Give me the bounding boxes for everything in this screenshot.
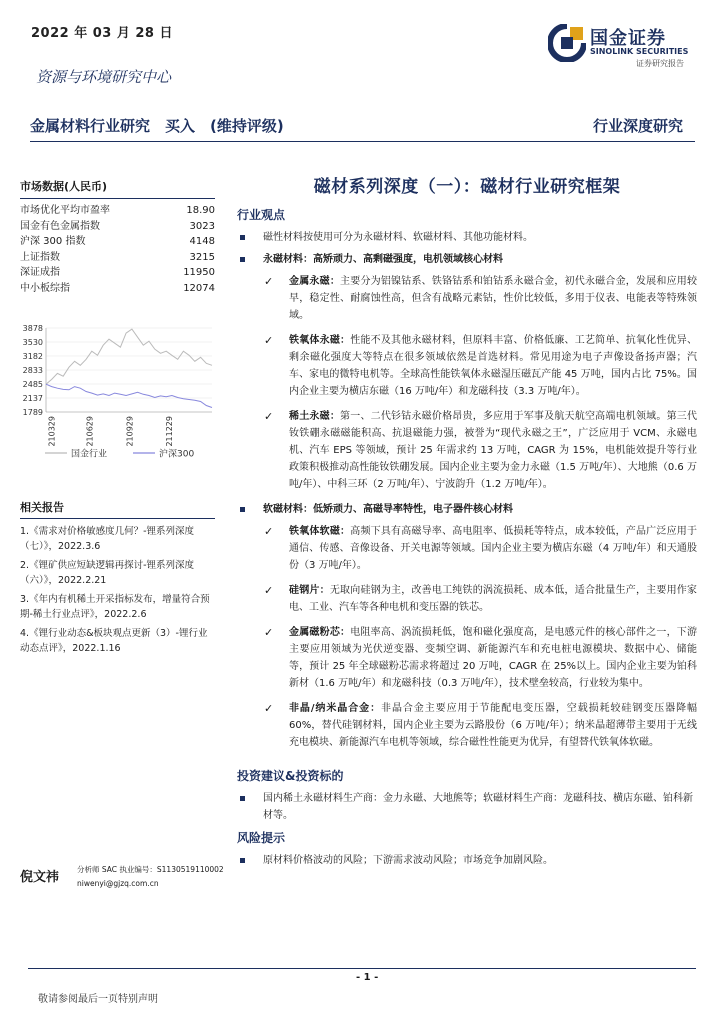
square-bullet-icon [240,858,245,863]
y-tick-label: 1789 [22,408,43,417]
section-heading: 投资建议&投资标的 [237,769,344,783]
legend-label: 沪深300 [159,449,195,459]
market-row [20,219,215,235]
checkmark-icon: ✓ [264,626,274,639]
x-tick-label: 210329 [47,416,57,447]
analyst-details [77,863,224,891]
bullet-heading: 软磁材料：低矫顽力、高磁导率特性，电子器件核心材料 [263,504,513,515]
square-bullet-icon [240,257,245,262]
market-row [20,265,215,281]
footer-divider [28,968,696,969]
bullet-point [237,251,697,268]
series-line [46,329,212,384]
check-label: 硅钢片： [289,585,330,596]
x-tick-label: 210929 [125,416,135,447]
page-number: - 1 - [356,972,379,983]
market-label: 国金有色金属指数 [20,220,100,232]
related-reports [20,499,215,660]
report-type-tag: 证券研究报告 [636,59,684,68]
related-report-link[interactable]: 1.《需求对价格敏感度几何？-锂系列深度（七）》，2022.3.6 [20,526,194,552]
market-label: 上证指数 [20,251,60,263]
y-tick-label: 3530 [22,337,43,347]
check-text: 无取向硅钢为主，改善电工纯铁的涡流损耗、成本低，适合批量生产，主要用作家电、工业、汽车等各种电机和变压器的铁芯。 [289,585,698,613]
check-label: 铁氧体永磁： [289,335,351,346]
check-text: 电阻率高、涡流损耗低，饱和磁化强度高，是电感元件的核心部件之一，下游主要应用领域为光伏逆变器、变频空调、新能源汽车和充电桩电源模块、数据中心、储能等，预计 25 年全球磁粉芯需求将超过 20 万吨，CAGR 在 25%以上。国内企业主要为铂科新材（1.6 万吨/年）和龙磁科技（0.3 万吨/年），技术壁垒较高，行业较为集中。 [289,627,698,689]
market-value: 18.90 [186,205,215,216]
x-tick-label: 211229 [165,416,175,447]
checkmark-icon: ✓ [264,525,274,538]
check-text: 主要分为铝镍钴系、铁铬钴系和铂钴系永磁合金，初代永磁合金，发展和应用较早，稳定性、耐腐蚀性高，但含有战略元素钴，性价比较低，多用于仪表、电能表等特殊领域。 [289,276,698,321]
related-report-link[interactable]: 4.《锂行业动态&板块观点更新（3）-锂行业动态点评》，2022.1.16 [20,628,208,654]
market-value: 3023 [189,220,215,232]
y-tick-label: 3878 [22,324,43,333]
market-data-title: 市场数据(人民币) [20,178,215,199]
logo-mark-icon [548,24,586,62]
related-reports-title: 相关报告 [20,499,215,519]
research-center-name: 资源与环境研究中心 [36,68,172,86]
y-tick-label: 3182 [22,351,43,361]
check-text: 第一、二代钐钴永磁价格昂贵，多应用于军事及航天航空高端电机领域。第三代钕铁硼永磁磁能积高、抗退磁能力强，被誉为“现代永磁之王”，广泛应用于 VCM、永磁电机、汽车 EPS 等领域，预计 25 年需求约 13 万吨，CAGR 为 15%，电机能效提升等行业政策积极推动高性能钕铁硼发展。国内企业主要为金力永磁（1.5 万吨/年）、大地熊（0.6 万吨/年）、中科三环（2 万吨/年）、宁波韵升（1.2 万吨/年）。 [289,411,698,490]
report-category: 行业深度研究 [592,117,683,135]
check-item [237,332,697,400]
market-value: 3215 [189,251,215,263]
checkmark-icon: ✓ [264,334,274,347]
bullet-heading: 永磁材料：高矫顽力、高剩磁强度，电机领域核心材料 [263,254,503,265]
square-bullet-icon [240,507,245,512]
logo-text-en: SINOLINK SECURITIES [590,47,689,56]
bullet-text: 磁性材料按使用可分为永磁材料、软磁材料、其他功能材料。 [263,232,533,243]
checkmark-icon: ✓ [264,410,274,423]
square-bullet-icon [240,235,245,240]
market-label: 中小板综指 [20,282,70,294]
chart-legend [45,447,215,459]
check-label: 金属磁粉芯： [289,627,351,638]
analyst-name: 倪文祎 [20,870,60,885]
check-text: 性能不及其他永磁材料，但原料丰富、价格低廉、工艺简单、抗氧化性优异、剩余磁化强度大等特点在很多领域依然是首选材料。常见用途为电子声像设备扬声器；汽车、家电的微特电机等。全球高性能铁氧体永磁湿压磁瓦产能 45 万吨，国内占比 75%。国内企业主要为横店东磁（16 万吨/年）和龙磁科技（3.3 万吨/年）。 [289,335,698,397]
analyst-email[interactable]: niwenyi@gjzq.com.cn [77,879,159,888]
x-tick-label: 210629 [85,416,95,447]
related-report-link[interactable]: 3.《年内有机稀土开采指标发布，增量符合预期-稀土行业点评》，2022.2.6 [20,594,210,620]
market-label: 市场优化平均市盈率 [20,205,110,216]
analyst-cert: 分析师 SAC 执业编号：S1130519110002 [77,865,224,874]
check-item [237,523,697,574]
legend-label: 国金行业 [71,449,108,459]
market-value: 4148 [189,236,215,247]
check-item [237,273,697,324]
check-item [237,582,697,616]
check-item [237,408,697,493]
industry-rating: 金属材料行业研究 买入 (维持评级) [30,117,284,135]
bullet-point [237,229,697,246]
check-label: 铁氧体软磁： [289,526,351,537]
market-value: 12074 [183,282,215,294]
y-tick-label: 2137 [22,394,43,404]
market-data-panel [20,178,215,296]
section-heading: 风险提示 [237,831,286,845]
market-row [20,250,215,266]
checkmark-icon: ✓ [264,275,274,288]
market-row [20,234,215,250]
title-bar [30,112,695,142]
market-row [20,203,215,219]
check-item [237,624,697,692]
bullet-text: 原材料价格波动的风险；下游需求波动风险；市场竞争加剧风险。 [263,855,553,866]
analyst-info [20,862,235,892]
bullet-point [237,501,697,518]
check-label: 金属永磁： [289,276,341,287]
y-tick-label: 2833 [22,366,43,376]
check-label: 稀土永磁： [289,411,341,422]
check-label: 非晶/纳米晶合金： [289,703,382,714]
related-report-link[interactable]: 2.《锂矿供应短缺逻辑再探讨-锂系列深度（六）》，2022.2.21 [20,560,194,586]
bullet-point [237,852,697,869]
report-date: 2022 年 03 月 28 日 [31,26,173,41]
report-title: 磁材系列深度（一）：磁材行业研究框架 [313,177,621,197]
checkmark-icon: ✓ [264,584,274,597]
market-row [20,281,215,297]
check-item [237,700,697,751]
logo-text-cn: 国金证券 [590,28,666,49]
y-tick-label: 2485 [22,380,43,390]
series-line [46,384,212,407]
check-text: 非晶合金主要应用于节能配电变压器，空载损耗较硅钢变压器降幅 60%，替代硅钢材料，国内企业主要为云路股份（6 万吨/年）；纳米晶超薄带主要用于无线充电模块、新能源汽车电机等领域，综合磁性性能更为优异，有望替代铁氧体软磁。 [289,703,698,748]
market-label: 沪深 300 指数 [20,236,86,247]
checkmark-icon: ✓ [264,702,274,715]
check-text: 高频下具有高磁导率、高电阻率、低损耗等特点，成本较低，产品广泛应用于通信、传感、音像设备、开关电源等领域。国内企业主要为横店东磁（4 万吨/年）和天通股份（3 万吨/年）。 [289,526,698,571]
main-content [237,172,697,874]
section-heading: 行业观点 [237,208,286,222]
market-label: 深证成指 [20,267,60,278]
disclaimer-note: 敬请参阅最后一页特别声明 [38,994,158,1005]
square-bullet-icon [240,796,245,801]
market-value: 11950 [183,267,215,278]
bullet-text: 国内稀土永磁材料生产商：金力永磁、大地熊等；软磁材料生产商：龙磁科技、横店东磁、铂科新材等。 [263,793,693,821]
bullet-point [237,790,697,824]
